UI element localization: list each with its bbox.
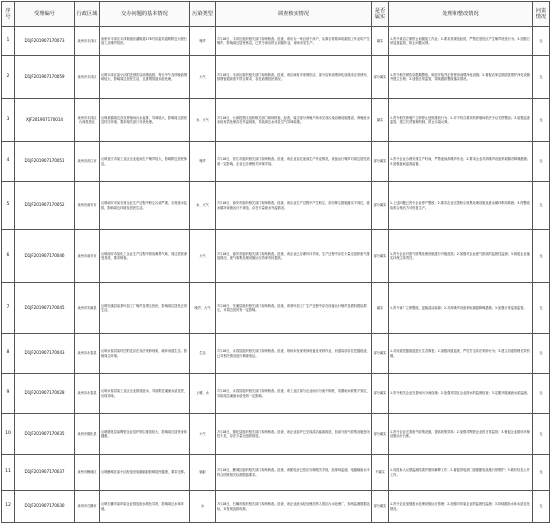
table-cell-pollution-type: 噪声、大气 — [190, 283, 216, 334]
table-cell-accountability: 无 — [533, 99, 550, 142]
header-region: 行政区域 — [75, 2, 100, 27]
table-cell-pollution-type: 噪声 — [190, 27, 216, 56]
header-case-no: 受理编号 — [15, 2, 75, 27]
header-complaint: 交办问题的基本情况 — [100, 2, 190, 27]
table-cell-verification: 7月18日，丰泽区组织相关部门现场核查。经查，该店为一家自营个体户，从事石材简单切割加工作业时产生噪声，影响周边居民休息。已责令该店停止切割作业，现场未见生产。 — [216, 27, 372, 56]
table-cell-region: 泉州市永春县 — [75, 374, 100, 414]
header-accountability: 问责情况 — [533, 2, 550, 27]
table-cell-region: 泉州市丰泽区 — [75, 56, 100, 99]
table-row — [2, 455, 550, 491]
table-cell-true-or-not: 属实 — [372, 283, 389, 334]
table-cell-handling: 1.向投诉人反馈监测结果并做好解释工作；2.督促供电部门加强配电设施日常维护；3.做好信息公开工作。 — [389, 455, 533, 491]
table-cell-case-no: D1JF201907170043 — [15, 334, 75, 374]
table-cell-seq: 3 — [2, 99, 15, 142]
table-row — [2, 142, 550, 182]
table-cell-case-no: XJF201907170014 — [15, 99, 75, 142]
table-cell-region: 泉州市南安市 — [75, 182, 100, 230]
table-row — [2, 56, 550, 99]
table-cell-case-no: D1JF201907170045 — [15, 283, 75, 334]
table-cell-complaint: 反映南安市某石材企业生产过程中粉尘污染严重，石材废水乱排，影响周边环境及居民生活。 — [100, 182, 190, 230]
table-row — [2, 414, 550, 455]
table-cell-accountability: 无 — [533, 27, 550, 56]
table-row — [2, 491, 550, 523]
header-row — [2, 2, 550, 27]
table-cell-complaint: 反映丰泽区某小区附近餐饮店油烟直排，每日中午及傍晚油烟味较大，影响周边居民生活，且排烟管道未经处理。 — [100, 56, 190, 99]
table-cell-true-or-not: 部分属实 — [372, 230, 389, 283]
table-cell-accountability: 无 — [533, 283, 550, 334]
table-cell-handling: 1.责令企业加强废水处理设施运行管理；2.加强对印染企业的监督性监测；3.持续跟踪水体水质变化情况。 — [389, 491, 533, 523]
table-cell-true-or-not: 部分属实 — [372, 56, 389, 99]
table-cell-true-or-not: 不属实 — [372, 455, 389, 491]
table-cell-region: 泉州市丰泽区 — [75, 27, 100, 56]
table-cell-accountability: 无 — [533, 455, 550, 491]
table-cell-seq: 7 — [2, 283, 15, 334]
table-cell-seq: 10 — [2, 414, 15, 455]
table-cell-seq: 2 — [2, 56, 15, 99]
case-table — [1, 1, 550, 523]
table-cell-pollution-type: 大气 — [190, 56, 216, 99]
table-row — [2, 283, 550, 334]
table-cell-verification: 7月18日，鲤城区组织相关部门现场核查。经查，该配电房已依法办理相关手续，经现场监测，电磁辐射水平符合国家相关标准限值要求。 — [216, 455, 372, 491]
table-row — [2, 27, 550, 56]
table-cell-complaint: 反映鲤城区某小区配电房电磁辐射影响居民健康，要求迁移。 — [100, 455, 190, 491]
case-table-sheet — [1, 1, 549, 525]
table-cell-true-or-not: 部分属实 — [372, 142, 389, 182]
table-cell-complaint: 泉州市丰泽区丰泽街道东湖街道176号县委弄道路附近大理石加工点噪声扰民。 — [100, 27, 190, 56]
table-cell-complaint: 反映某镇周边存在养殖场污水直排，异味较大，影响周边居民及村庄环境，要求相关部门尽快处理。 — [100, 99, 190, 142]
table-cell-seq: 9 — [2, 374, 15, 414]
header-verification: 调查核实情况 — [216, 2, 372, 27]
table-cell-accountability: 无 — [533, 230, 550, 283]
table-cell-pollution-type: 水 — [190, 491, 216, 523]
table-cell-accountability: 无 — [533, 491, 550, 523]
table-cell-handling: 1.责令该店立即停止切割加工作业；2.要求其规范经营，严禁在居民区产生噪声扰民行为；3.加强日常巡查监管，防止问题反弹。 — [389, 27, 533, 56]
table-cell-seq: 8 — [2, 334, 15, 374]
table-cell-region: 泉州市丰泽区台商投资区 — [75, 99, 100, 142]
table-cell-complaint: 反映德化县某陶瓷企业窑炉烟尘排放较大，影响周边居民身体健康。 — [100, 414, 190, 455]
table-cell-accountability: 无 — [533, 142, 550, 182]
header-pollution-type: 污染类型 — [190, 2, 216, 27]
table-cell-verification: 7月18日，南安市组织相关部门现场核查。经查，该企业已办理环评手续，生产过程中存在少量无组织废气排放情况，废气收集处理设施运行效率有待提高。 — [216, 230, 372, 283]
table-cell-accountability: 无 — [533, 182, 550, 230]
table-cell-handling: 1.上述问题已责令企业停产整改；2.要求企业完善粉尘收集处理设施及废水循环利用系统；3.待整改验收合格后方可恢复生产。 — [389, 182, 533, 230]
table-cell-seq: 1 — [2, 27, 15, 56]
table-cell-accountability: 无 — [533, 374, 550, 414]
table-cell-accountability: 无 — [533, 56, 550, 99]
header-seq: 序号 — [2, 2, 15, 27]
table-cell-verification: 7月18日，永春县组织相关部门现场核查。经查，现场未发现采砂设备及采砂作业，河道局部存在挖掘痕迹，已对相关情况进行调查取证。 — [216, 334, 372, 374]
table-cell-pollution-type: 辐射 — [190, 455, 216, 491]
table-cell-region: 泉州市晋江市 — [75, 142, 100, 182]
table-body — [2, 27, 550, 523]
table-cell-region: 泉州市石狮市 — [75, 491, 100, 523]
table-cell-seq: 6 — [2, 230, 15, 283]
table-cell-region: 泉州市永春县 — [75, 334, 100, 374]
table-cell-handling: 1.责令相关企业完善雨污分流设施；2.加强对园区企业排水的监督检查；3.定期开展溪流水质监测。 — [389, 374, 533, 414]
table-row — [2, 230, 550, 283]
table-cell-true-or-not: 部分属实 — [372, 491, 389, 523]
table-cell-seq: 11 — [2, 455, 15, 491]
table-cell-pollution-type: 生态 — [190, 334, 216, 374]
table-cell-case-no: D1JF201907170046 — [15, 230, 75, 283]
table-cell-verification: 7月18日，德化县组织相关部门现场核查。经查，该企业窑炉已完成清洁能源改造，但部分废气收集设施密闭性不足，存在少量无组织排放。 — [216, 414, 372, 455]
table-cell-verification: 7月18日，南安市组织相关部门现场核查。经查，该企业生产过程中产生粉尘，部分降尘措施落实不到位，废水循环设施运行不规范，存在少量废水外溢情况。 — [216, 182, 372, 230]
table-cell-region: 泉州市安溪县 — [75, 283, 100, 334]
table-cell-true-or-not: 部分属实 — [372, 334, 389, 374]
table-cell-true-or-not: 部分属实 — [372, 414, 389, 455]
table-cell-verification: 7月18日，晋江市组织相关部门现场核查。经查，该企业存在夜间生产作业情况，设备运行噪声对周边居民造成一定影响，企业已办理相关环保手续。 — [216, 142, 372, 182]
table-cell-true-or-not: 部分属实 — [372, 374, 389, 414]
table-cell-true-or-not: 属实 — [372, 99, 389, 142]
table-cell-seq: 12 — [2, 491, 15, 523]
table-cell-region: 泉州市鲤城区 — [75, 455, 100, 491]
table-cell-verification: 7月18日，安溪县组织相关部门现场核查。经查，该茶叶加工厂生产过程中存在设备运行噪声及燃料燃烧烟尘，对周边居民有一定影响。 — [216, 283, 372, 334]
table-cell-handling: 1.责令企业合理安排生产时间，严禁夜间高噪声作业；2.要求企业对高噪声设备采取隔音降噪措施；3.加强夜间巡查监督。 — [389, 142, 533, 182]
table-cell-verification: 7月18日，台商投资区组织相关部门现场核查。经查，周边部分养殖户尚未完成污染治理设施建设，养殖废水未经有效处理存在外溢现象，导致周边水体及空气异味较重。 — [216, 99, 372, 142]
table-cell-case-no: D1JF201907170037 — [15, 455, 75, 491]
table-cell-case-no: D1JF201907170051 — [15, 142, 75, 182]
table-cell-true-or-not: 属实 — [372, 27, 389, 56]
table-cell-case-no: D1JF201907170028 — [15, 374, 75, 414]
table-cell-handling: 1.责令相关养殖户立即停止违规排放行为；2.对不符合要求的养殖场依法予以关停整治；3.加强巡查监管，建立长效管理机制，防止污染反弹。 — [389, 99, 533, 142]
table-cell-verification: 7月18日，石狮市组织相关部门现场核查。经查，该企业废水经处理后纳入园区污水处理厂，现场监测数据达标，未发现直排现象。 — [216, 491, 372, 523]
table-cell-complaint: 反映永春县某村庄附近存在非法采砂现象，破坏河道生态，影响周边环境。 — [100, 334, 190, 374]
header-true-or-not: 是否属实 — [372, 2, 389, 27]
table-cell-case-no: D1JF201907170052 — [15, 182, 75, 230]
table-cell-region: 泉州市德化县 — [75, 414, 100, 455]
table-cell-pollution-type: 土壤、水 — [190, 374, 216, 414]
table-row — [2, 99, 550, 142]
table-cell-complaint: 反映石狮市某印染企业排放废水颜色异常，影响周边水体环境。 — [100, 491, 190, 523]
table-cell-handling: 1.责令企业完善废气收集设施，提高收集效率；2.加强对陶瓷企业的日常监管；3.督促企业做好环保设施运行台账。 — [389, 414, 533, 455]
table-cell-pollution-type: 大气 — [190, 414, 216, 455]
table-cell-case-no: D1JF201907170059 — [15, 56, 75, 99]
table-cell-true-or-not: 部分属实 — [372, 182, 389, 230]
table-cell-handling: 1.责令相关餐饮店限期整改，规范安装并正常使用油烟净化设施；2.督促店家定期清洗维护净化设施并建立台账；3.加强日常监管，持续跟踪整改落实情况。 — [389, 56, 533, 99]
table-cell-verification: 7月18日，丰泽区组织相关部门现场核查。经查，该区域有多家餐饮店，部分店家油烟净化设施未正常使用，排烟管道高度不符合要求，存在油烟扰民情况。 — [216, 56, 372, 99]
table-cell-handling: 1.责令该厂立即整改，更换清洁能源；2.对高噪声设备采取减振降噪措施；3.加强日常巡查监管。 — [389, 283, 533, 334]
table-cell-pollution-type: 水、大气 — [190, 99, 216, 142]
table-cell-seq: 5 — [2, 182, 15, 230]
table-cell-handling: 1.对河道挖掘痕迹进行生态修复；2.加强河道巡查，严厉打击非法采砂行为；3.建立河道管理长效机制。 — [389, 334, 533, 374]
table-cell-handling: 1.责令企业对废气收集处理设施进行升级改造；2.加强对企业废气排放的监督性监测；3.督促企业落实环保主体责任。 — [389, 230, 533, 283]
table-cell-complaint: 反映安溪县某茶叶加工厂噪声及烟尘扰民，影响周边居民正常生活。 — [100, 283, 190, 334]
table-cell-seq: 4 — [2, 142, 15, 182]
table-cell-case-no: D1JF201907170030 — [15, 491, 75, 523]
table-cell-accountability: 无 — [533, 414, 550, 455]
table-cell-case-no: D1JF201907170035 — [15, 414, 75, 455]
table-row — [2, 334, 550, 374]
table-cell-verification: 7月18日，永春县组织相关部门现场核查。经查，该工业区部分企业雨污分流不彻底，初期雨水收集不到位，导致周边溪流水质受到一定影响。 — [216, 374, 372, 414]
table-row — [2, 374, 550, 414]
table-cell-pollution-type: 噪声 — [190, 142, 216, 182]
table-cell-complaint: 反映南安市某化工企业生产过程中排放刺鼻气味，周边居民深受其扰，要求彻查。 — [100, 230, 190, 283]
header-handling: 处理和整改情况 — [389, 2, 533, 27]
table-row — [2, 182, 550, 230]
table-cell-region: 泉州市南安市 — [75, 230, 100, 283]
table-cell-accountability: 无 — [533, 334, 550, 374]
table-cell-complaint: 反映永春县某工业区企业排放废水，导致附近溪流水质变差，出现异味。 — [100, 374, 190, 414]
table-cell-complaint: 反映晋江市某工业区企业夜间生产噪声较大，影响附近居民休息。 — [100, 142, 190, 182]
table-cell-case-no: D1JF201907170073 — [15, 27, 75, 56]
table-cell-pollution-type: 水、大气 — [190, 182, 216, 230]
table-cell-pollution-type: 大气 — [190, 230, 216, 283]
